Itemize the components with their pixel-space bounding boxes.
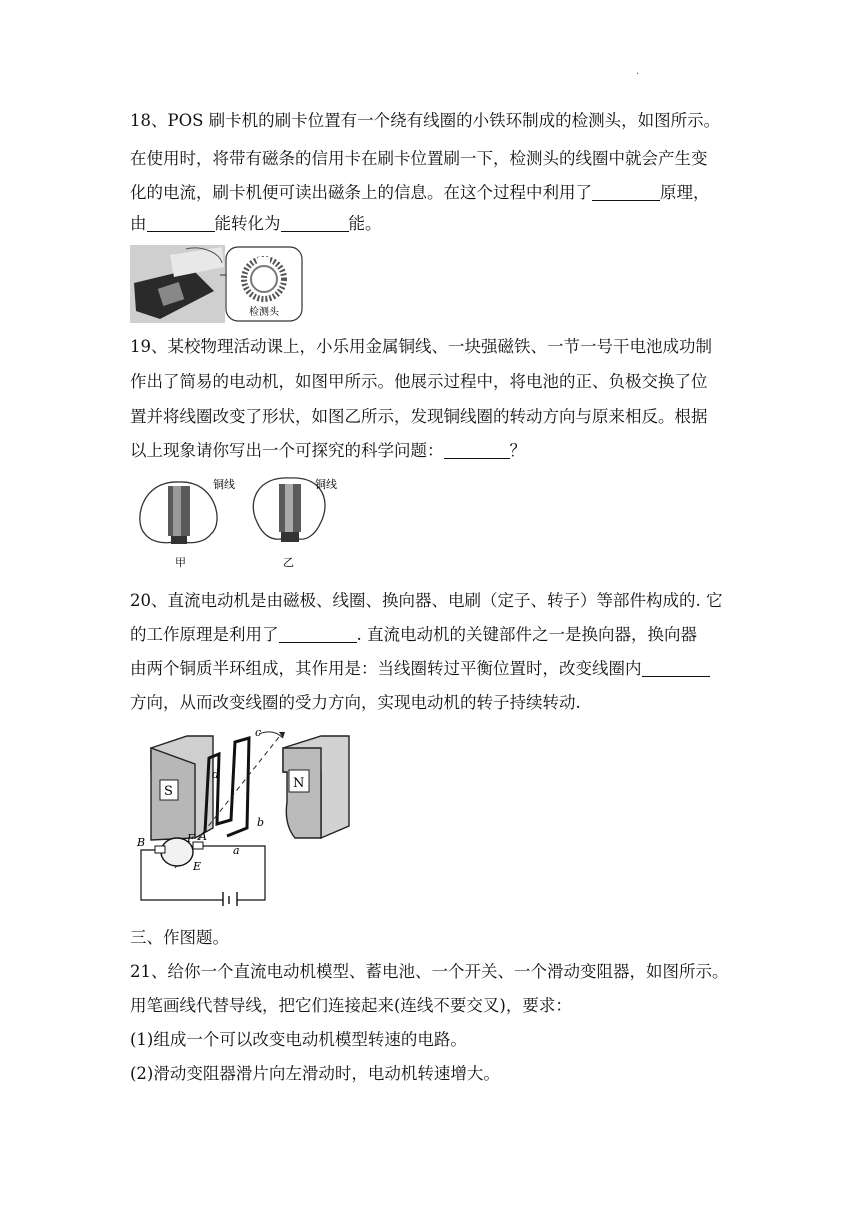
- section3-title: 三、作图题。: [130, 928, 229, 947]
- label-E: E: [193, 860, 202, 873]
- detector-label: 检测头: [249, 307, 279, 318]
- q18-line1: 18、POS 刷卡机的刷卡位置有一个绕有线圈的小铁环制成的检测头，如图所示。: [130, 111, 721, 130]
- q19-line4: [130, 434, 735, 468]
- q21-line2: 用笔画线代替导线，把它们连接起来(连线不要交叉)，要求：: [130, 996, 572, 1015]
- label-F: F: [187, 832, 195, 845]
- magnet-n-label: N: [293, 776, 305, 791]
- homopolar-motor-figure: [135, 472, 350, 572]
- q19-line3: 置并将线圈改变了形状，如图乙所示，发现铜线圈的转动方向与原来相反。根据: [130, 407, 708, 426]
- magnet-n-front: [283, 748, 321, 838]
- q18-blank-energy-from: [147, 213, 215, 232]
- battery-left-highlight: [173, 486, 181, 536]
- q20-line2-start: 的工作原理是利用了: [130, 625, 279, 644]
- q18-line4: [130, 207, 735, 241]
- q19-line2: 作出了简易的电动机，如图甲所示。他展示过程中，将电池的正、负极交换了位: [130, 372, 708, 391]
- q20-line1: 20、直流电动机是由磁极、线圈、换向器、电刷（定子、转子）等部件构成的. 它: [130, 591, 723, 610]
- wire-label-right: 铜线: [315, 478, 337, 491]
- q18-blank-principle: [592, 182, 660, 201]
- q21-line4: (2)滑动变阻器滑片向左滑动时，电动机转速增大。: [130, 1064, 500, 1083]
- q18-line3-text: 化的电流，刷卡机便可读出磁条上的信息。在这个过程中利用了: [130, 183, 592, 202]
- q19-blank-question: [444, 440, 510, 459]
- label-A: A: [199, 830, 207, 843]
- q20-blank-principle: [279, 624, 357, 643]
- q21-line3: (1)组成一个可以改变电动机模型转速的电路。: [130, 1030, 467, 1049]
- label-B: B: [137, 836, 146, 849]
- label-c: c: [255, 728, 262, 739]
- magnet-right: [281, 532, 299, 542]
- q19-line1: 19、某校物理活动课上，小乐用金属铜线、一块强磁铁、一节一号干电池成功制: [130, 337, 712, 356]
- q20-line3: [130, 652, 735, 686]
- q18-line3: [130, 176, 735, 210]
- wire-label-left: 铜线: [213, 478, 235, 491]
- dc-motor-figure: [135, 728, 355, 906]
- q18-line4-mid: 能转化为: [214, 214, 281, 233]
- q18-line2: 在使用时，将带有磁条的信用卡在刷卡位置刷一下，检测头的线圈中就会产生变: [130, 149, 708, 168]
- ring-gap: [258, 257, 270, 265]
- q20-line2-end: . 直流电动机的关键部件之一是换向器，换向器: [356, 625, 697, 644]
- label-a: a: [233, 844, 240, 857]
- q19-line4-text: 以上现象请你写出一个可探究的科学问题：: [130, 441, 444, 460]
- label-d: d: [212, 768, 220, 781]
- caption-jia: 甲: [175, 556, 186, 569]
- q18-line4-start: 由: [130, 214, 147, 233]
- caption-yi: 乙: [283, 556, 294, 569]
- q18-blank-energy-to: [281, 213, 349, 232]
- q18-line4-end: 能。: [348, 214, 382, 233]
- label-b: b: [257, 816, 265, 829]
- q20-line3-text: 由两个铜质半环组成，其作用是：当线圈转过平衡位置时，改变线圈内: [130, 659, 642, 678]
- magnet-s-label: S: [164, 784, 173, 799]
- brush-left: [155, 846, 165, 853]
- q18-line3-end: 原理，: [660, 183, 710, 202]
- q20-line4: 方向，从而改变线圈的受力方向，实现电动机的转子持续转动.: [130, 693, 581, 712]
- q19-line4-end: ？: [509, 441, 526, 460]
- q20-blank-current: [642, 658, 710, 677]
- q21-line1: 21、给你一个直流电动机模型、蓄电池、一个开关、一个滑动变阻器，如图所示。: [130, 962, 729, 981]
- q20-line2: [130, 618, 735, 652]
- page-dot: .: [636, 66, 640, 77]
- pos-reader-figure: [130, 245, 304, 323]
- rotation-arrow: [259, 732, 283, 738]
- battery-right-highlight: [285, 484, 293, 532]
